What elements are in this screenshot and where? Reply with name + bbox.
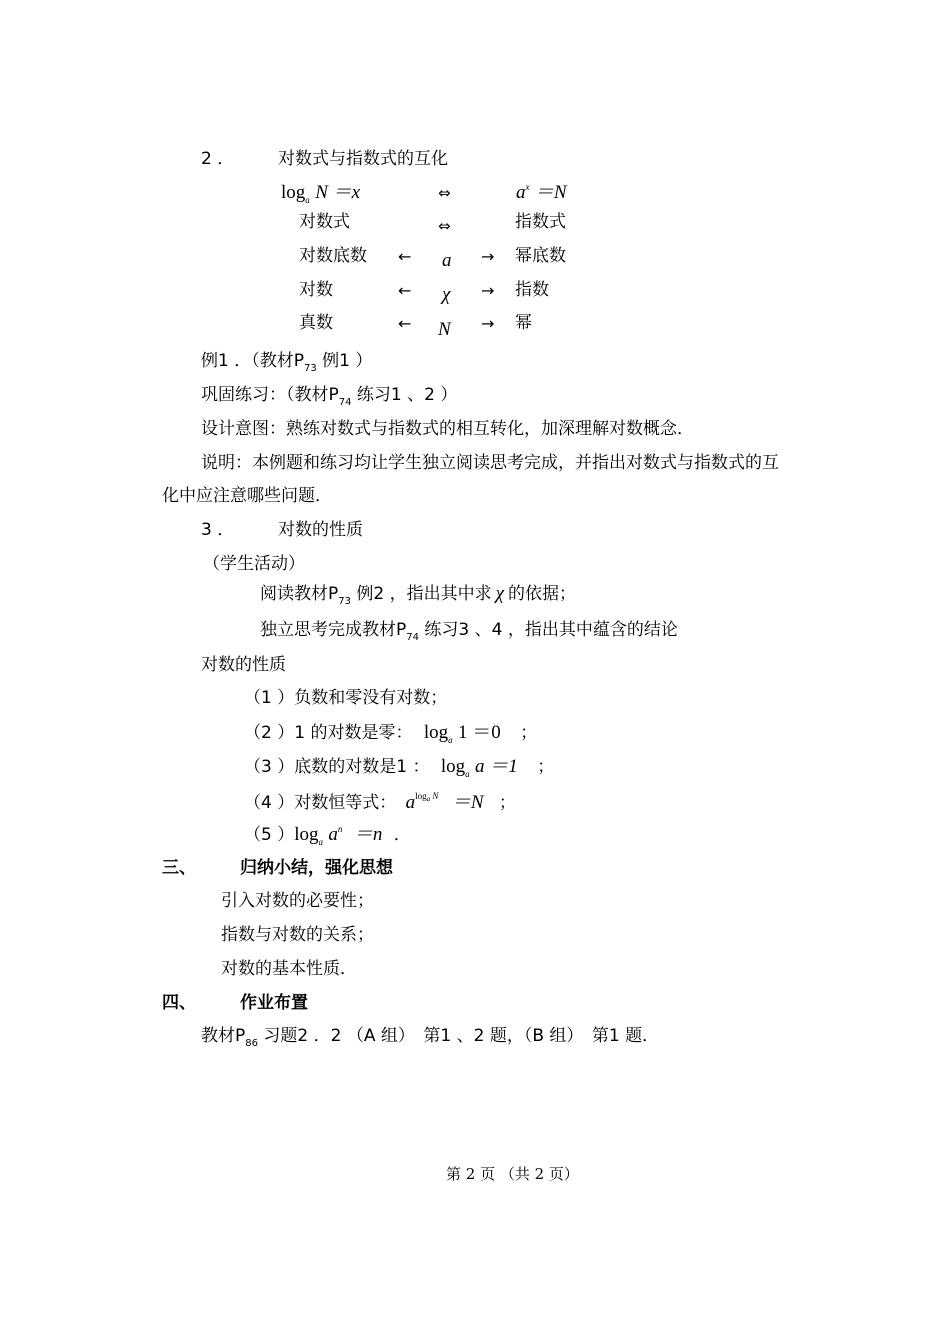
property-2-text: （2 ）1 的对数是零： — [244, 723, 413, 743]
summary-item: 引入对数的必要性； — [221, 891, 374, 911]
right-arrow: → — [481, 314, 495, 333]
row-right: 幂底数 — [515, 246, 566, 266]
homework-suffix: 习题2 ．2 （A 组） 第1 、2 题，（B 组） 第1 题． — [258, 1026, 660, 1046]
page-sub: 86 — [245, 1038, 258, 1049]
think-task — [260, 622, 678, 643]
homework-title: 作业布置 — [240, 993, 308, 1013]
log-text: log — [281, 182, 306, 203]
property-2-end: ； — [520, 723, 538, 743]
example-1-prefix: 例1 ．（教材P — [201, 351, 304, 371]
power-exp: n — [337, 824, 343, 834]
equivalence-arrow: ⇔ — [438, 184, 451, 202]
note-line-1: 说明：本例题和练习均让学生独立阅读思考完成，并指出对数式与指数式的互 — [201, 453, 779, 473]
exp-body: ＝N — [534, 182, 567, 203]
identity-exp — [415, 791, 438, 801]
read-suffix: 的依据； — [507, 584, 576, 604]
left-arrow: ← — [398, 247, 412, 266]
power-base: a — [328, 824, 338, 845]
homework-number: 四、 — [162, 993, 196, 1013]
page-sub: 73 — [303, 363, 317, 374]
row-right: 幂 — [515, 313, 532, 333]
property-3-end: ； — [537, 757, 555, 777]
property-5-text: （5 ） — [244, 825, 295, 845]
property-3-formula: a ＝1 — [475, 756, 518, 777]
exp-log-base: a — [426, 795, 431, 803]
exp-base: a — [516, 182, 526, 203]
property-4-text: （4 ）对数恒等式： — [244, 793, 397, 813]
property-5-formula: ＝n — [353, 824, 383, 845]
right-arrow: → — [481, 281, 495, 300]
practice — [201, 387, 457, 408]
exp-power: x — [525, 182, 530, 192]
read-task — [260, 584, 576, 607]
practice-suffix: 练习1 、2 ） — [351, 385, 458, 405]
exp-formula — [516, 183, 567, 202]
property-4 — [244, 792, 516, 812]
chi-symbol: χ — [495, 583, 504, 604]
log-base: a — [448, 735, 453, 745]
summary-title: 归纳小结，强化思想 — [240, 858, 393, 878]
page-sub: 74 — [338, 397, 352, 408]
row-left: 对数 — [299, 280, 333, 300]
exp-log: log — [415, 791, 427, 801]
property-5-end: ． — [393, 825, 411, 845]
left-arrow: ← — [398, 281, 412, 300]
property-1: （1 ）负数和零没有对数； — [244, 688, 448, 708]
row-right: 指数式 — [515, 212, 566, 232]
example-1-suffix: 例1 ） — [316, 351, 373, 371]
row-symbol: χ — [442, 284, 451, 305]
example-1 — [201, 353, 372, 374]
log-text: log — [440, 756, 466, 777]
summary-number: 三、 — [162, 858, 196, 878]
homework-prefix: 教材P — [201, 1026, 246, 1046]
section2-number: 2 ． — [201, 149, 235, 169]
think-suffix: 练习3 、4 ，指出其中蕴含的结论 — [419, 620, 678, 640]
row-symbol: N — [438, 319, 451, 340]
property-5 — [244, 825, 411, 847]
log-base: a — [465, 769, 470, 779]
right-arrow: → — [481, 247, 495, 266]
log-formula — [281, 183, 360, 205]
summary-item: 指数与对数的关系； — [221, 925, 374, 945]
row-right: 指数 — [515, 280, 549, 300]
log-base: a — [318, 837, 324, 847]
row-symbol: a — [442, 250, 452, 271]
property-4-end: ； — [498, 793, 516, 813]
property-2 — [244, 723, 537, 745]
row-equiv: ⇔ — [438, 217, 451, 235]
section2-title: 对数式与指数式的互化 — [278, 149, 448, 169]
property-3 — [244, 757, 554, 779]
page-footer: 第 2 页 （共 2 页） — [446, 1165, 579, 1183]
read-prefix: 阅读教材P — [260, 584, 339, 604]
log-text: log — [423, 722, 449, 743]
page-sub: 73 — [338, 596, 351, 607]
student-activity: （学生活动） — [203, 554, 305, 574]
summary-item: 对数的基本性质． — [221, 959, 357, 979]
identity-body: ＝N — [451, 792, 484, 813]
row-left: 对数式 — [299, 212, 350, 232]
section3-number: 3 ． — [201, 520, 235, 540]
log-body: N ＝x — [315, 182, 361, 203]
design-intent: 设计意图：熟练对数式与指数式的相互转化，加深理解对数概念． — [201, 419, 694, 439]
property-3-text: （3 ）底数的对数是1 ： — [244, 757, 430, 777]
row-left: 对数底数 — [299, 246, 367, 266]
property-2-formula: 1 ＝0 — [458, 722, 501, 743]
practice-prefix: 巩固练习：（教材P — [201, 385, 339, 405]
homework-assignment — [201, 1028, 659, 1049]
page-sub: 74 — [406, 632, 419, 643]
think-prefix: 独立思考完成教材P — [260, 620, 407, 640]
identity-base: a — [405, 792, 416, 813]
row-left: 真数 — [299, 313, 333, 333]
left-arrow: ← — [398, 314, 412, 333]
log-base: a — [305, 195, 310, 205]
properties-title: 对数的性质 — [201, 655, 286, 675]
read-middle: 例2 ，指出其中求 — [351, 584, 492, 604]
exp-n: N — [432, 791, 439, 801]
section3-title: 对数的性质 — [278, 520, 363, 540]
note-line-2: 化中应注意哪些问题． — [162, 486, 332, 506]
log-text: log — [294, 824, 319, 845]
